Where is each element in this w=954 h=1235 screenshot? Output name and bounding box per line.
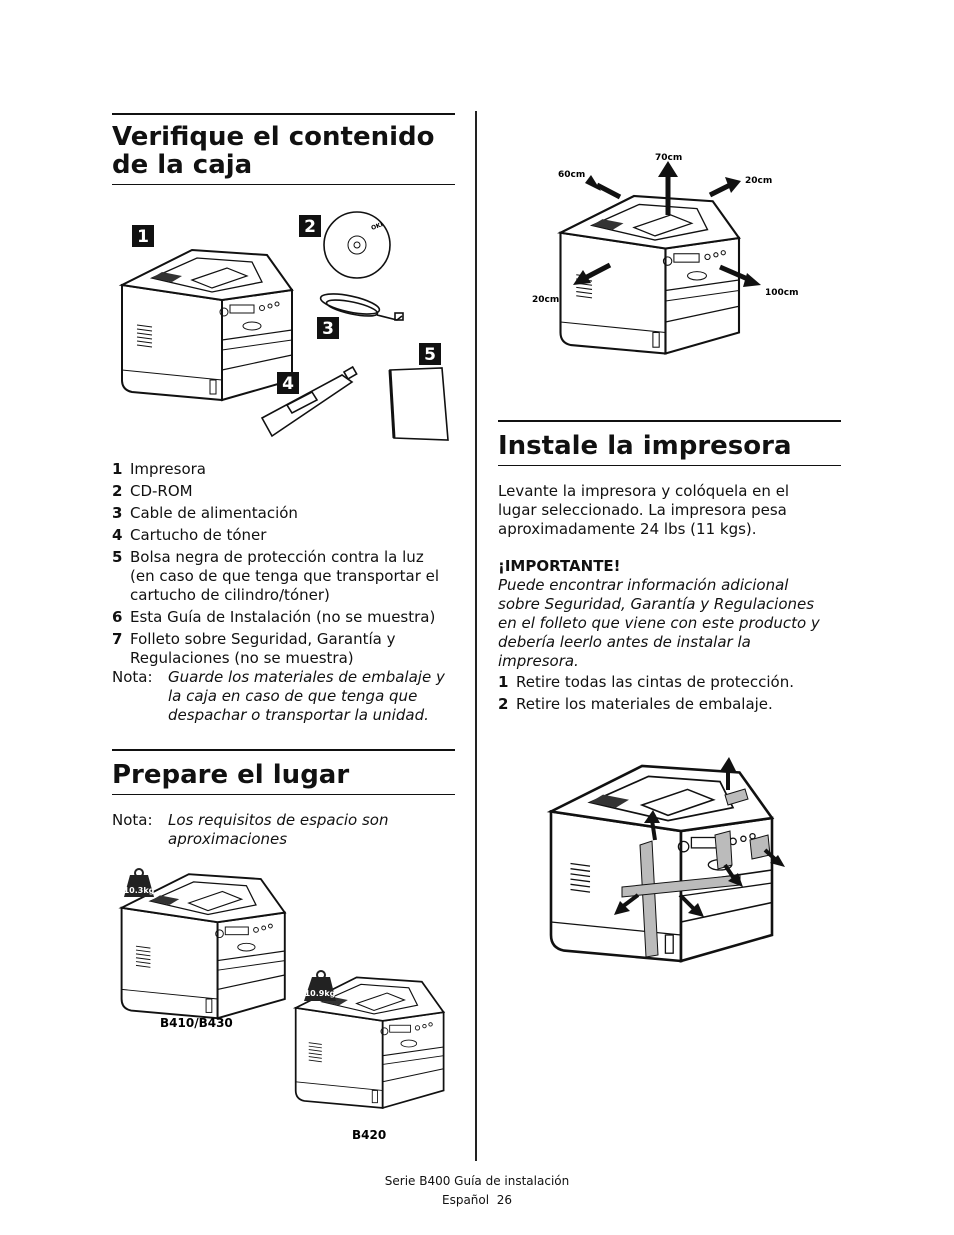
footer-guide-title: Serie B400 Guía de instalación <box>384 1174 570 1188</box>
install-intro: Levante la impresora y colóquela en el lugar seleccionado. La impresora pesa aproximadamente 24 lbs (11 kgs). <box>498 482 790 538</box>
printer-models-illustration <box>112 855 455 1155</box>
svg-text:3: 3 <box>322 319 334 339</box>
section-title: Instale la impresora <box>498 431 792 461</box>
page-footer <box>0 1172 954 1210</box>
section-prepare-site-header <box>112 749 455 795</box>
note-label: Nota: <box>112 668 153 686</box>
list-item: 5 Bolsa negra de protección contra la luz (en caso de que tenga que transportar el cartucho de cilindro/tóner) <box>112 548 440 604</box>
callout-2 <box>299 215 321 237</box>
model-label-b410: B410/B430 <box>160 1016 233 1030</box>
title-line-2: de la caja <box>112 150 253 180</box>
svg-text:2: 2 <box>304 217 316 237</box>
space-note: Nota: Los requisitos de espacio son aproximaciones <box>112 811 389 848</box>
section-install-header <box>498 420 841 466</box>
svg-text:1: 1 <box>137 227 149 247</box>
list-item: 4 Cartucho de tóner <box>112 526 267 544</box>
clearance-top: 70cm <box>655 153 683 163</box>
list-item: 2 CD-ROM <box>112 482 193 500</box>
title-line-1: Verifique el contenido <box>112 122 435 152</box>
list-item: 2 Retire los materiales de embalaje. <box>498 695 773 713</box>
list-item: 6 Esta Guía de Instalación (no se muestra) <box>112 608 436 626</box>
section-verify-contents-header <box>112 113 455 185</box>
clearance-back-left: 60cm <box>558 170 586 180</box>
weight-badge-b <box>304 971 336 1001</box>
power-cable-image <box>319 290 403 320</box>
column-divider <box>475 111 477 1161</box>
weight-badge-a <box>124 869 155 897</box>
svg-text:10.9kg: 10.9kg <box>304 989 336 998</box>
clearance-front-left: 20cm <box>532 295 560 305</box>
box-contents-list <box>112 460 462 671</box>
list-item: 1 Impresora <box>112 460 206 478</box>
svg-text:10.3kg: 10.3kg <box>123 886 155 895</box>
cd-logo: OKI <box>370 221 384 232</box>
box-contents-illustration <box>112 200 455 445</box>
clearance-back-right: 20cm <box>745 176 773 186</box>
model-label-b420: B420 <box>352 1128 387 1142</box>
list-item: 1 Retire todas las cintas de protección. <box>498 673 795 691</box>
footer-page-number: Español 26 <box>442 1193 512 1207</box>
callout-5 <box>419 343 441 365</box>
packaging-note: Nota: Guarde los materiales de embalaje y la caja en caso de que tenga que despachar o transportar la unidad. <box>112 668 445 724</box>
callout-1 <box>132 225 154 247</box>
callout-4 <box>277 372 299 394</box>
clearance-front-right: 100cm <box>765 288 799 298</box>
list-item: 7 Folleto sobre Seguridad, Garantía y Regulaciones (no se muestra) <box>112 630 396 667</box>
clearance-illustration <box>525 145 815 380</box>
section-title: Prepare el lugar <box>112 760 350 790</box>
note-label: Nota: <box>112 811 153 829</box>
important-label: ¡IMPORTANTE! <box>498 557 621 575</box>
cd-rom-image <box>324 212 390 278</box>
svg-text:5: 5 <box>424 345 436 365</box>
list-item: 3 Cable de alimentación <box>112 504 298 522</box>
install-steps <box>498 673 848 717</box>
protective-bag-image <box>390 368 448 440</box>
callout-3 <box>317 317 339 339</box>
printer-image <box>122 250 292 400</box>
section-title <box>112 123 435 179</box>
remove-tape-illustration <box>540 745 790 965</box>
svg-text:4: 4 <box>282 374 294 394</box>
important-text: Puede encontrar información adicional sobre Seguridad, Garantía y Regulaciones en el folleto que viene con este producto y debería leerlo antes de instalar la impresora. <box>498 576 820 670</box>
